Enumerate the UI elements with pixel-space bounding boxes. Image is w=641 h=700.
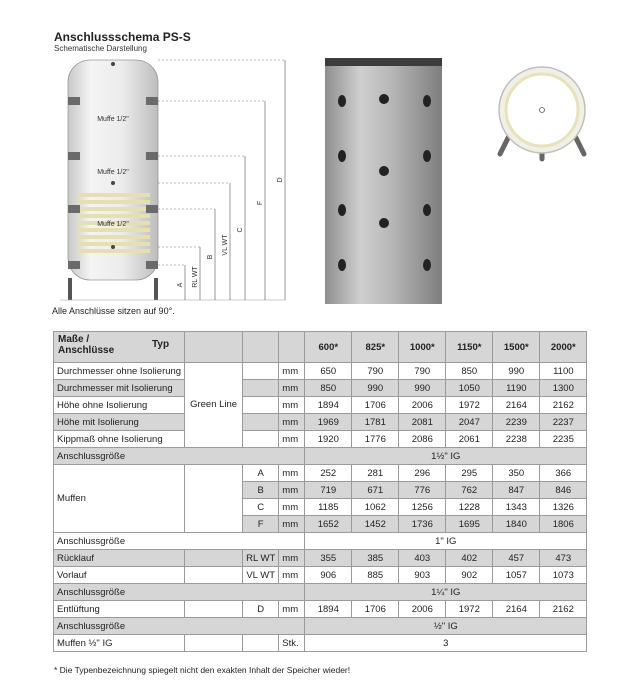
- type-header: 1150*: [446, 332, 493, 363]
- table-row: Muffen A mm 252 281 296 295 350 366: [54, 465, 587, 482]
- table-row: Vorlauf VL WT mm 906 885 903 902 1057 1073: [54, 567, 587, 584]
- table-row: Anschlussgröße 1½" IG: [54, 448, 587, 465]
- dimension-label-rl-wt: RL WT: [192, 266, 199, 288]
- tank-schematic-drawing: [60, 55, 305, 305]
- table-row: Rücklauf RL WT mm 355 385 403 402 457 473: [54, 550, 587, 567]
- header-masse: Maße /: [58, 334, 90, 345]
- footnote: * Die Typenbezeichnung spiegelt nicht den exakten Inhalt der Speicher wieder!: [54, 665, 351, 675]
- muffe-label-middle: Muffe 1/2": [97, 169, 129, 176]
- dimension-label-vl-wt: VL WT: [222, 234, 229, 256]
- type-header: 1500*: [493, 332, 540, 363]
- type-header: 1000*: [399, 332, 446, 363]
- table-row: Entlüftung D mm 1894 1706 2006 1972 2164 2162: [54, 601, 587, 618]
- green-line-group-label: Green Line: [185, 363, 243, 448]
- table-row: Höhe ohne Isolierung mm 1894 1706 2006 1972 2164 2162: [54, 397, 587, 414]
- tank-top-view: [492, 62, 592, 162]
- muffen-group-label: Muffen: [54, 465, 185, 533]
- table-row: Kippmaß ohne Isolierung mm 1920 1776 2086 2061 2238 2235: [54, 431, 587, 448]
- table-row: Höhe mit Isolierung mm 1969 1781 2081 2047 2239 2237: [54, 414, 587, 431]
- table-row: F mm 1652 1452 1736 1695 1840 1806: [54, 516, 587, 533]
- table-row: Anschlussgröße 1¼" IG: [54, 584, 587, 601]
- page-title: Anschlussschema PS-S: [54, 30, 191, 44]
- type-header: 600*: [305, 332, 352, 363]
- table-row: Anschlussgröße ½" IG: [54, 618, 587, 635]
- table-row: Anschlussgröße 1" IG: [54, 533, 587, 550]
- table-row: Durchmesser ohne Isolierung Green Line mm 650 790 790 850 990 1100: [54, 363, 587, 380]
- table-header-row: [54, 332, 587, 363]
- header-anschluesse: Anschlüsse: [58, 345, 115, 356]
- table-row: C mm 1185 1062 1256 1228 1343 1326: [54, 499, 587, 516]
- muffe-label-bottom: Muffe 1/2": [97, 221, 129, 228]
- header-typ: Typ: [152, 339, 170, 350]
- dimension-label-f: F: [257, 200, 264, 206]
- specification-table: [53, 331, 587, 652]
- connection-angle-note: Alle Anschlüsse sitzen auf 90°.: [52, 306, 175, 316]
- dimension-label-b: B: [207, 254, 214, 260]
- table-row: Durchmesser mit Isolierung mm 850 990 990 1050 1190 1300: [54, 380, 587, 397]
- dimension-label-d: D: [277, 177, 284, 183]
- muffe-label-top: Muffe 1/2": [97, 116, 129, 123]
- insulated-tank-image: [325, 58, 442, 304]
- dimension-label-c: C: [237, 227, 244, 233]
- table-row: Muffen ½" IG Stk. 3: [54, 635, 587, 652]
- type-header: 2000*: [540, 332, 587, 363]
- page-subtitle: Schematische Darstellung: [54, 44, 147, 53]
- dimension-label-a: A: [177, 282, 184, 288]
- type-header: 825*: [352, 332, 399, 363]
- table-row: B mm 719 671 776 762 847 846: [54, 482, 587, 499]
